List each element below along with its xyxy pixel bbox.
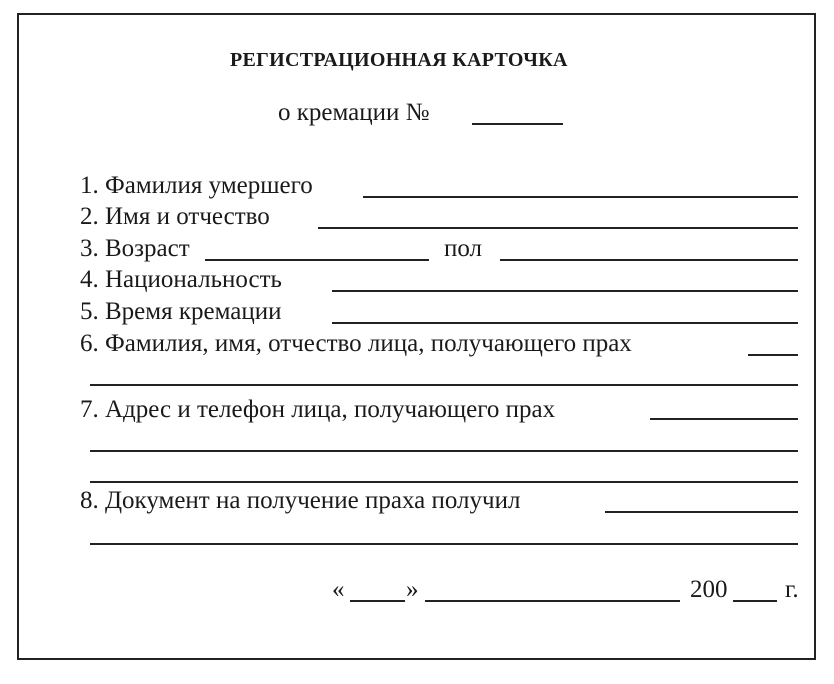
card-title: РЕГИСТРАЦИОННАЯ КАРТОЧКА [230, 49, 568, 71]
document-received-field-b[interactable] [90, 543, 798, 545]
date-open-quote: « [332, 576, 345, 603]
sex-field[interactable] [500, 259, 798, 261]
item-name-patronymic-label: 2. Имя и отчество [80, 203, 270, 230]
card-subtitle: о кремации № [278, 99, 430, 126]
date-close-quote: » [406, 576, 419, 603]
item-sex-label: пол [444, 235, 483, 262]
item-deceased-surname-label: 1. Фамилия умершего [80, 172, 313, 199]
cremation-time-field[interactable] [332, 322, 798, 324]
date-day-field[interactable] [350, 600, 405, 602]
recipient-fullname-field-a[interactable] [748, 354, 798, 356]
item-recipient-fullname-label: 6. Фамилия, имя, отчество лица, получающего прах [80, 330, 632, 357]
item-age-label: 3. Возраст [80, 235, 190, 262]
card-number-field[interactable] [472, 123, 563, 125]
date-year-prefix: 200 [690, 576, 728, 603]
date-year-suffix: г. [785, 576, 799, 603]
recipient-address-field-a[interactable] [650, 418, 798, 420]
deceased-surname-field[interactable] [363, 196, 798, 198]
recipient-address-field-c[interactable] [90, 481, 798, 483]
date-year-field[interactable] [733, 600, 777, 602]
document-received-field-a[interactable] [605, 511, 798, 513]
name-patronymic-field[interactable] [318, 227, 798, 229]
item-cremation-time-label: 5. Время кремации [80, 298, 282, 325]
item-recipient-address-label: 7. Адрес и телефон лица, получающего прах [80, 396, 556, 423]
age-field[interactable] [205, 259, 429, 261]
date-month-field[interactable] [425, 600, 680, 602]
recipient-fullname-field-b[interactable] [90, 384, 798, 386]
item-document-received-label: 8. Документ на получение праха получил [80, 487, 521, 514]
nationality-field[interactable] [332, 290, 798, 292]
recipient-address-field-b[interactable] [90, 450, 798, 452]
item-nationality-label: 4. Национальность [80, 266, 282, 293]
